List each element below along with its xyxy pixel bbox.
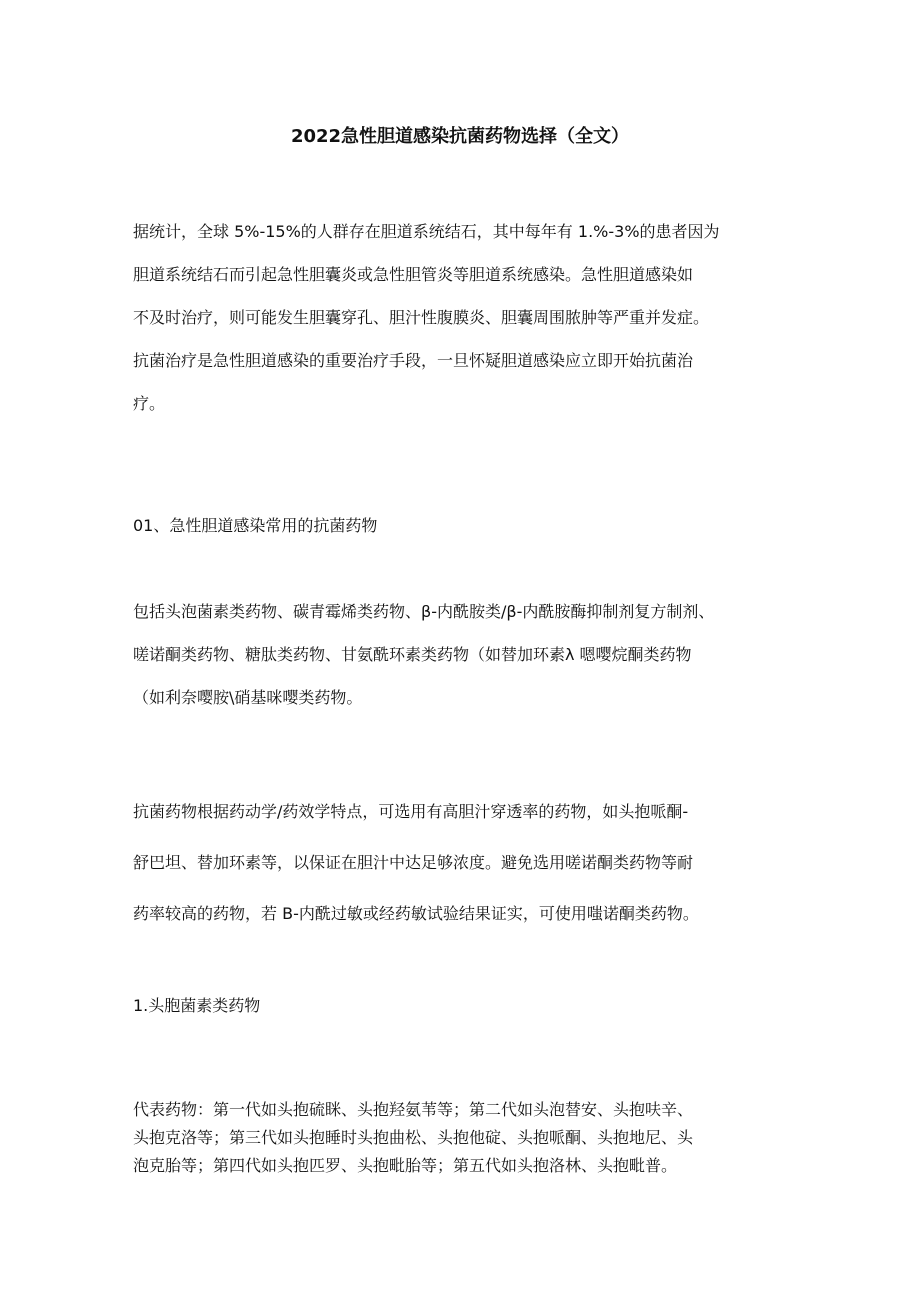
drugs-line: （如利奈嘤胺\硝基咪嘤类药物。 xyxy=(133,688,363,707)
representative-line: 代表药物：第一代如头抱硫眯、头抱羟氨苇等；第二代如头泡替安、头抱呋辛、 xyxy=(133,1100,694,1119)
drugs-paragraph xyxy=(133,598,803,727)
section-heading-text: 01、急性胆道感染常用的抗菌药物 xyxy=(133,516,378,535)
representative-drugs-paragraph xyxy=(133,1096,803,1180)
section-heading-text: 1.头胞菌素类药物 xyxy=(133,996,261,1015)
intro-paragraph xyxy=(133,218,803,433)
representative-line: 头抱克洛等；第三代如头抱睡时头抱曲松、头抱他碇、头抱哌酮、头抱地尼、头 xyxy=(133,1128,694,1147)
pk-line: 舒巴坦、替加环素等，以保证在胆汁中达足够浓度。避免选用嗟诺酮类药物等耐 xyxy=(133,853,694,872)
section-heading-1 xyxy=(133,992,803,1020)
representative-line: 泡克胎等；第四代如头抱匹罗、头抱毗胎等；第五代如头抱洛林、头抱毗普。 xyxy=(133,1156,678,1175)
section-heading-01 xyxy=(133,512,803,540)
intro-line: 抗菌治疗是急性胆道感染的重要治疗手段，一旦怀疑胆道感染应立即开始抗菌治 xyxy=(133,351,694,370)
intro-line: 不及时治疗，则可能发生胆囊穿孔、胆汁性腹膜炎、胆囊周围脓肿等严重并发症。 xyxy=(133,308,710,327)
document-title: 2022急性胆道感染抗菌药物选择（全文） xyxy=(290,126,630,147)
drugs-line: 包括头泡菌素类药物、碳青霉烯类药物、β-内酰胺类/β-内酰胺酶抑制剂复方制剂、 xyxy=(133,602,715,621)
drugs-line: 嗟诺酮类药物、糖肽类药物、甘氨酰环素类药物（如替加环素λ 嗯嘤烷酮类药物 xyxy=(133,645,692,664)
pk-line: 抗菌药物根据药动学/药效学特点，可选用有高胆汁穿透率的药物，如头抱哌酮- xyxy=(133,802,689,821)
intro-line: 疗。 xyxy=(133,394,166,413)
intro-line: 据统计，全球 5%-15%的人群存在胆道系统结石，其中每年有 1.%-3%的患者因为 xyxy=(133,222,720,241)
pk-paragraph xyxy=(133,798,803,951)
pk-line: 药率较高的药物，若 B-内酰过敏或经药敏试验结果证实，可使用嗤诺酮类药物。 xyxy=(133,904,699,923)
intro-line: 胆道系统结石而引起急性胆囊炎或急性胆管炎等胆道系统感染。急性胆道感染如 xyxy=(133,265,694,284)
